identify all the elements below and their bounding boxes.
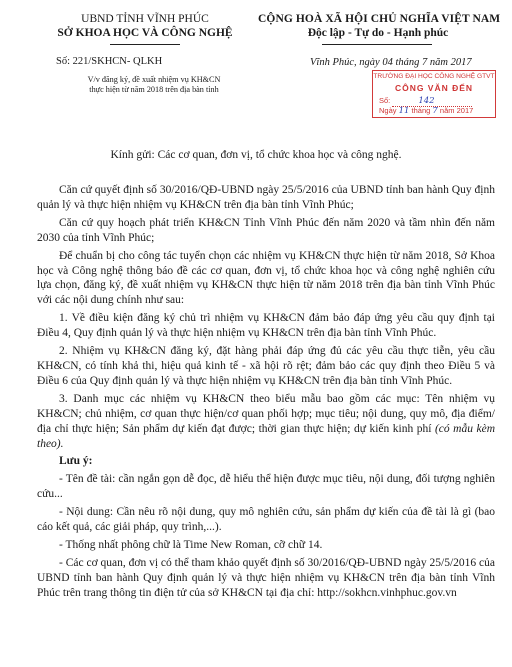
stamp-number-value: 142 [418, 96, 435, 106]
note-1: - Tên đề tài: cần ngắn gọn dễ đọc, dễ hiểu thể hiện được mục tiêu, nội dung, đối tượng nghiên cứu... [37, 473, 495, 501]
motto-underline [322, 44, 432, 45]
note-3: - Thống nhất phông chữ là Time New Roman, cỡ chữ 14. [59, 538, 323, 551]
stamp-institution: TRƯỜNG ĐẠI HỌC CÔNG NGHỆ GTVT [373, 73, 495, 80]
paragraph-item-2: 2. Nhiệm vụ KH&CN đăng ký, đặt hàng phải đáp ứng đủ các yêu cầu thực tiễn, yêu cầu KH&CN, có tính khả thi, hiệu quả kinh tế - xã hội rõ rệt; đảm bảo các quy định theo Điều 5 và Điều 6 của Quy định quản lý và thực hiện nhiệm vụ KH&CN trên địa bàn tỉnh Vĩnh Phúc. [37, 345, 495, 387]
paragraph-item-1: 1. Về điều kiện đăng ký chủ trì nhiệm vụ KH&CN đảm bảo đáp ứng yêu cầu quy định tại Điều 4, Quy định quản lý và thực hiện nhiệm vụ KH&CN trên địa bàn tỉnh Vĩnh Phúc. [37, 312, 495, 340]
document-body [37, 183, 495, 604]
agency-line-1: UBND TỈNH VĨNH PHÚC [81, 13, 209, 25]
item-3-note: (có mẫu kèm theo). [37, 422, 495, 450]
agency-underline [110, 44, 180, 45]
received-stamp [372, 70, 496, 118]
stamp-date-day: 11 [398, 106, 410, 116]
salutation: Kính gửi: Các cơ quan, đơn vị, tổ chức khoa học và công nghệ. [110, 149, 402, 161]
stamp-date-mid: tháng [411, 106, 431, 115]
stamp-title: CÔNG VĂN ĐẾN [394, 83, 474, 93]
stamp-date-suffix: năm 2017 [439, 106, 474, 115]
note-2: - Nội dung: Cần nêu rõ nội dung, quy mô nghiên cứu, sản phẩm dự kiến của đề tài là gì (bao cáo kết quả, các giải pháp, quy trình,...). [37, 506, 495, 534]
item-3-text: 3. Danh mục các nhiệm vụ KH&CN theo biểu mẫu bao gồm các mục: Tên nhiệm vụ KH&CN; chủ nhiệm, cơ quan thực hiện/cơ quan phối hợp; mục tiêu; nội dung, quy mô, địa điểm/địa chỉ thực hiện; Sản phẩm dự kiến đạt được; thời gian thực hiện; dự kiến kinh phí [37, 392, 495, 435]
document-subject [44, 75, 264, 95]
subject-line-1: V/v đăng ký, đề xuất nhiệm vụ KH&CN [87, 75, 221, 84]
agency-line-2: SỞ KHOA HỌC VÀ CÔNG NGHỆ [57, 27, 233, 39]
paragraph-announcement: Để chuẩn bị cho công tác tuyển chọn các nhiệm vụ KH&CN thực hiện từ năm 2018, Sở Khoa học và Công nghệ thông báo đề các cơ quan, đơn vị, tổ chức khoa học và công nghệ nghiên cứu lựa chọn, đăng ký, đề xuất nhiệm vụ KH&CN thực hiện từ năm 2018 trên địa bàn tỉnh Vĩnh Phúc với các nội dung chính như sau: [37, 249, 495, 307]
stamp-date-month: 7 [432, 106, 438, 116]
nation-line-2: Độc lập - Tự do - Hạnh phúc [307, 27, 449, 39]
stamp-number-label: Số: [379, 96, 391, 105]
document-number: Số: 221/SKHCN- QLKH [56, 56, 163, 67]
stamp-date-prefix: Ngày [379, 106, 397, 115]
document-date: Vĩnh Phúc, ngày 04 tháng 7 năm 2017 [310, 57, 472, 68]
note-4: - Các cơ quan, đơn vị có thể tham khảo quyết định số 30/2016/QĐ-UBND ngày 25/5/2016 của UBND tỉnh ban hành Quy định quản lý và thực hiện nhiệm vụ KH&CN trên địa bàn tỉnh Vĩnh Phúc trên trang thông tin điện tử của sở KH&CN tại địa chỉ: http://sokhcn.vinhphuc.gov.vn [37, 556, 495, 599]
issuing-agency-block [40, 12, 250, 40]
national-motto-block [258, 12, 501, 40]
stamp-date-row [379, 106, 473, 116]
nation-line-1: CỘNG HOÀ XÃ HỘI CHỦ NGHĨA VIỆT NAM [258, 13, 501, 25]
paragraph-item-3 [37, 392, 495, 452]
notes-heading: Lưu ý: [59, 455, 93, 468]
paragraph-legal-basis-1: Căn cứ quyết định số 30/2016/QĐ-UBND ngày 25/5/2016 của UBND tỉnh ban hành Quy định quản lý và thực hiện nhiệm vụ KH&CN trên địa bàn tỉnh Vĩnh Phúc; [37, 184, 495, 211]
subject-line-2: thực hiện từ năm 2018 trên địa bàn tỉnh [89, 85, 219, 94]
paragraph-legal-basis-2: Căn cứ quy hoạch phát triển KH&CN Tỉnh Vĩnh Phúc đến năm 2020 và tầm nhìn đến năm 2030 của tỉnh Vĩnh Phúc; [37, 216, 495, 244]
